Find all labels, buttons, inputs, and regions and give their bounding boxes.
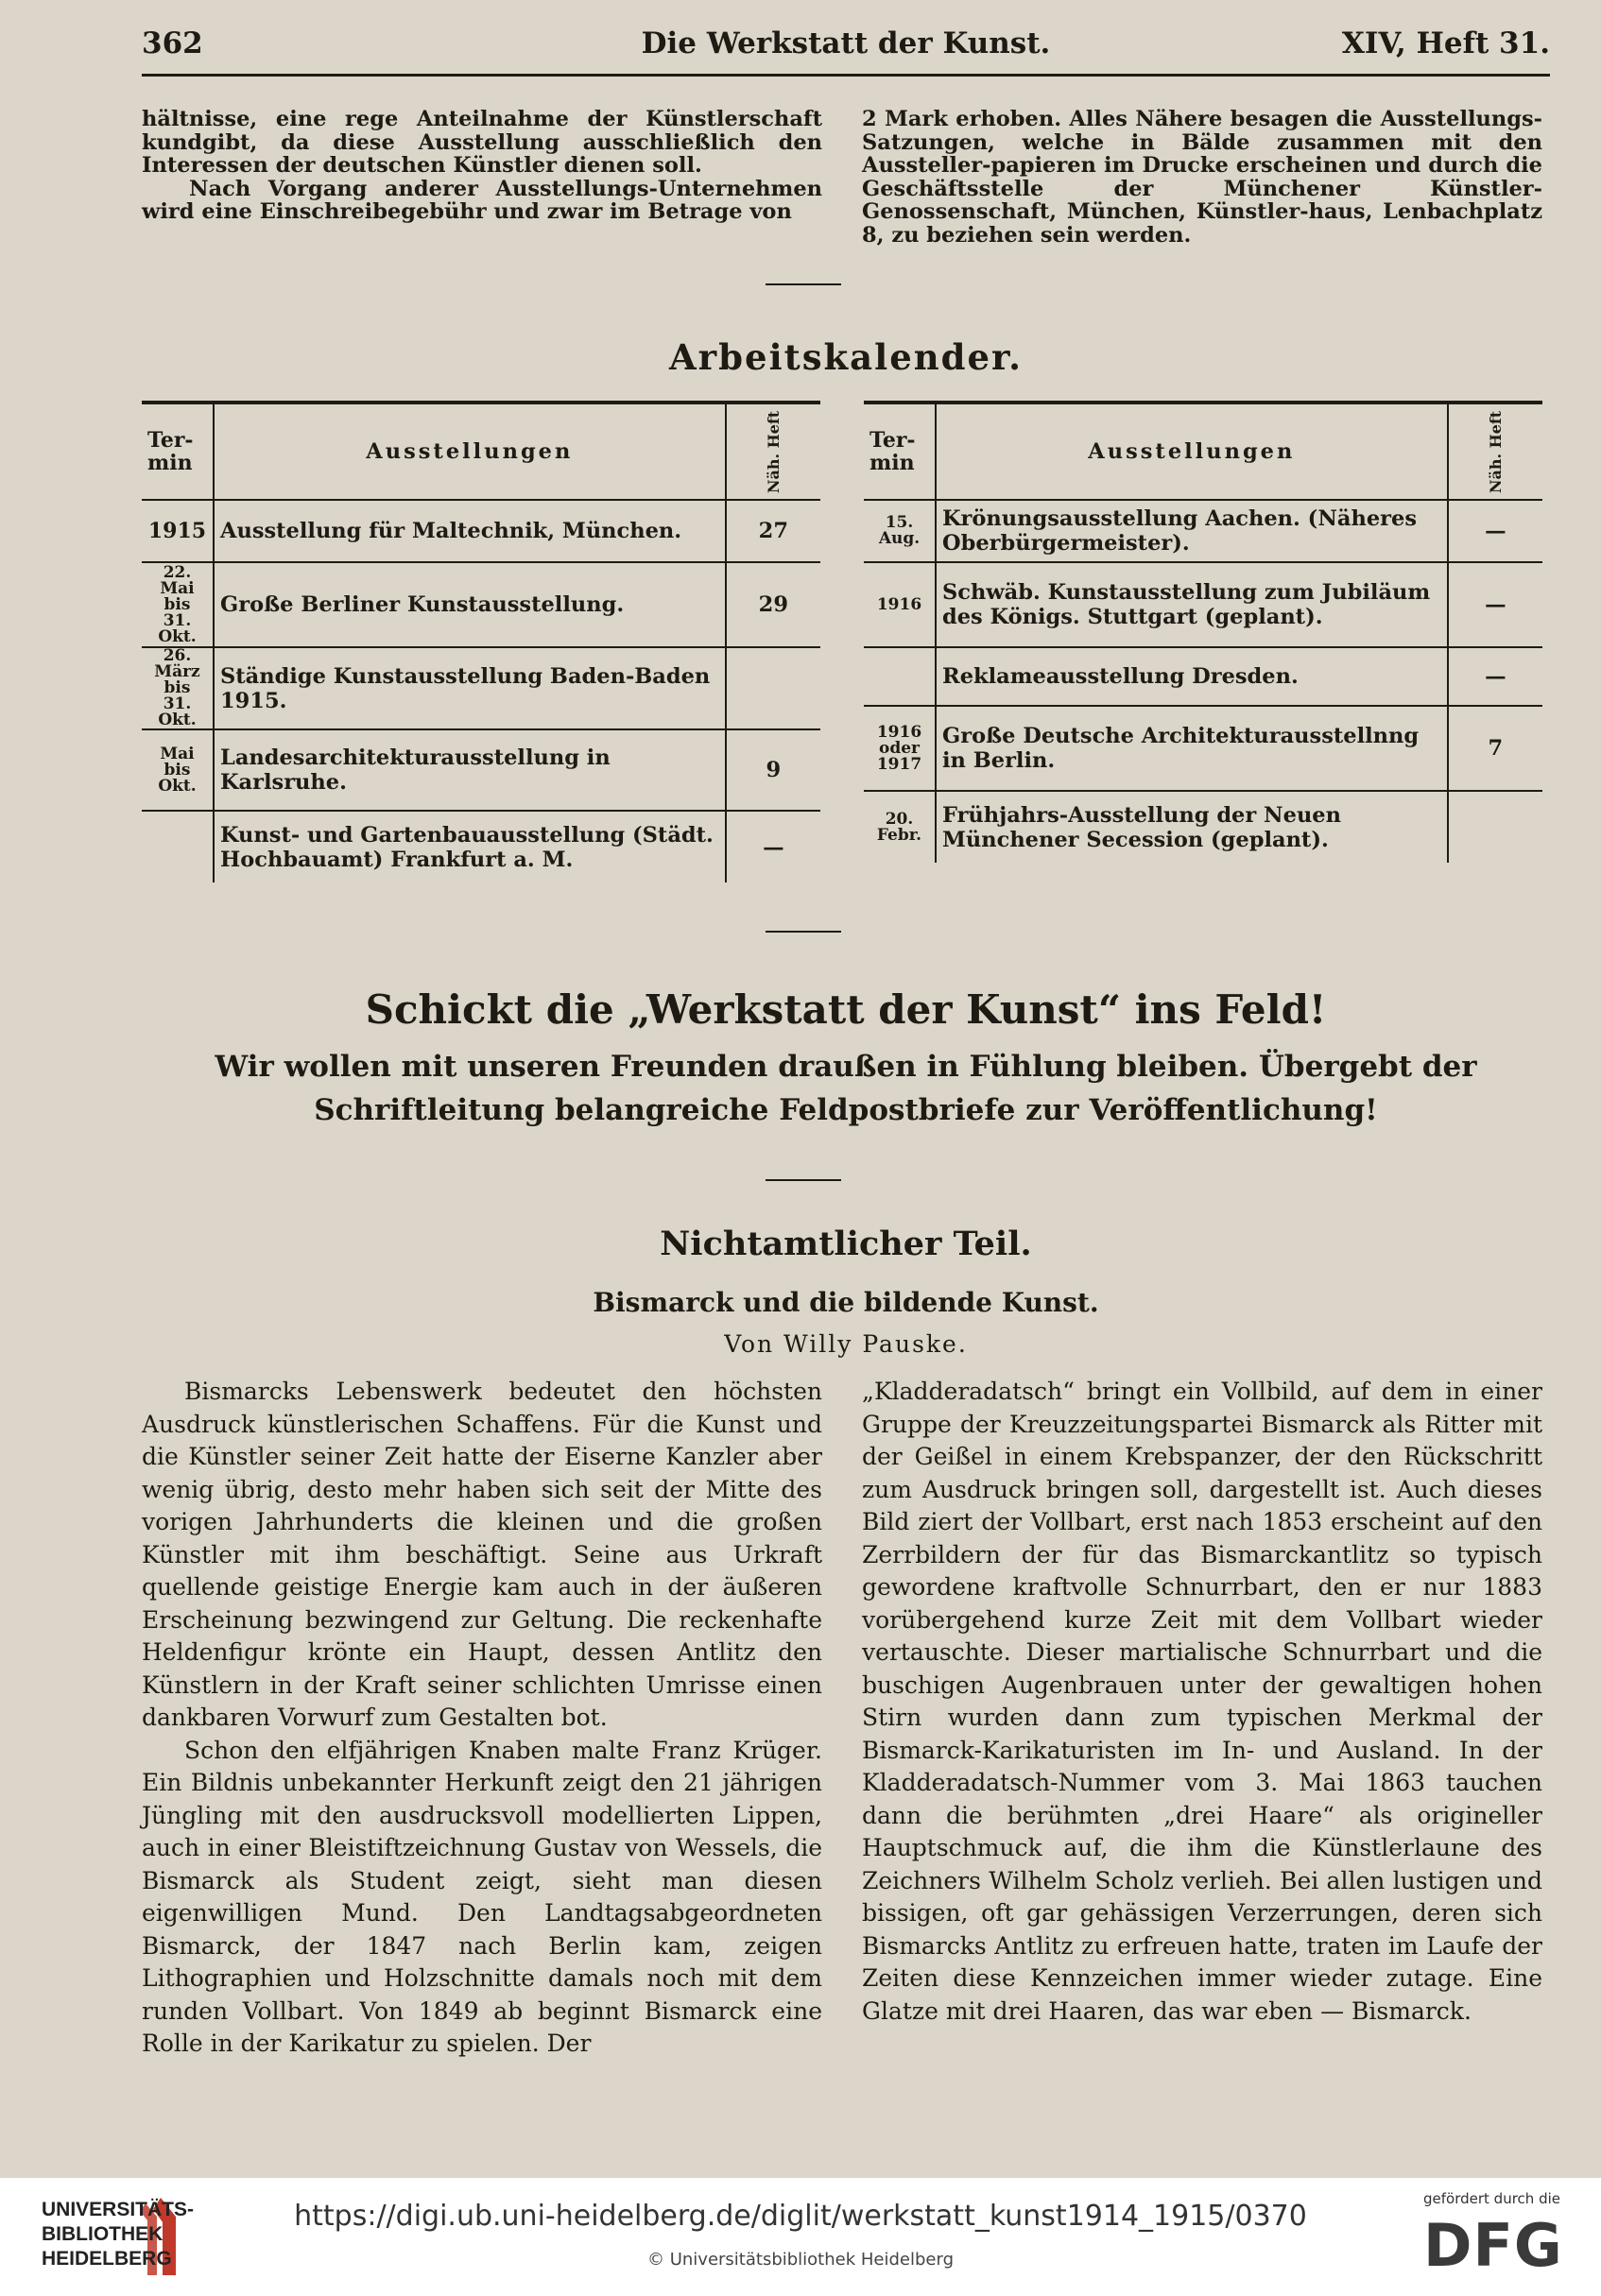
table-row	[864, 706, 1542, 791]
row-heft	[1448, 791, 1542, 863]
row-heft	[726, 647, 820, 729]
table-row	[864, 562, 1542, 647]
row-termin: 26. März bis 31. Okt.	[142, 647, 214, 729]
table-row	[142, 811, 820, 882]
row-heft: 27	[726, 500, 820, 562]
article-right-column	[862, 1376, 1542, 2028]
intro-paragraph: Nach Vorgang anderer Ausstellungs-Unternehmen wird eine Einschreibegebühr und zwar im Betrage von	[142, 176, 822, 224]
article-paragraph: „Kladderadatsch“ bringt ein Vollbild, auf dem in einer Gruppe der Kreuzzeitungspartei Bismarck als Ritter mit der Geißel in einem Krebspanzer, der den Rückschritt zum Ausdruck bringen soll, dargestellt ist. Auch dieses Bild ziert der Vollbart, erst nach 1853 erscheint auf den Zerrbildern der für das Bismarckantlitz so typisch gewordene kraftvolle Schnurrbart, den er nur 1883 vorübergehend kurze Zeit mit dem Vollbart wieder vertauschte. Dieser martialische Schnurrbart und die buschigen Augenbrauen unter der gewaltigen hohen Stirn wurden dann zum typischen Merkmal der Bismarck-Karikaturisten im In- und Ausland. In der Kladderadatsch-Nummer vom 3. Mai 1863 tauchen dann die berühmten „drei Haare“ als origineller Hauptschmuck auf, die ihm die Künstlerlaune des Zeichners Wilhelm Scholz verlieh. Bei allen lustigen und bissigen, oft gar gehässigen Verzerrungen, deren sich Bismarcks Antlitz zu erfreuen hatte, traten im Laufe der Zeiten diese Kennzeichen immer wieder zutage. Eine Glatze mit drei Haaren, das war eben — Bismarck.	[862, 1378, 1542, 2025]
intro-right-column	[862, 108, 1542, 247]
row-heft: 9	[726, 729, 820, 811]
row-ausstellung: Reklameausstellung Dresden.	[936, 647, 1448, 706]
permalink[interactable]: https://digi.ub.uni-heidelberg.de/diglit/werkstatt_kunst1914_1915/0370	[294, 2200, 1307, 2233]
header-ausstellungen: Ausstellungen	[214, 403, 726, 500]
intro-paragraph: hältnisse, eine rege Anteilnahme der Künstlerschaft kundgibt, da diese Ausstellung ausschließlich den Interessen der deutschen Künstler dienen soll.	[142, 107, 822, 178]
page-number: 362	[142, 26, 203, 60]
row-termin: Mai bis Okt.	[142, 729, 214, 811]
row-ausstellung: Kunst- und Gartenbauausstellung (Städt. Hochbauamt) Frankfurt a. M.	[214, 811, 726, 882]
row-termin: 1916 oder 1917	[864, 706, 936, 791]
row-heft: —	[1448, 562, 1542, 647]
dfg-logo-icon: DFG	[1423, 2211, 1563, 2280]
row-heft: 7	[1448, 706, 1542, 791]
row-termin	[142, 811, 214, 882]
article-byline: Von Willy Pauske.	[724, 1330, 968, 1358]
separator-rule	[766, 931, 841, 933]
appeal-text: Wir wollen mit unseren Freunden draußen in Fühlung bleiben. Übergebt der Schriftleitung belangreiche Feldpostbriefe zur Veröffentlichung!	[215, 1050, 1477, 1127]
issue-label: XIV, Heft 31.	[1341, 26, 1550, 60]
row-termin	[864, 647, 936, 706]
row-heft: —	[1448, 647, 1542, 706]
viewer-footer	[0, 2178, 1601, 2296]
article-title: Bismarck und die bildende Kunst.	[593, 1287, 1099, 1318]
table-row	[142, 500, 820, 562]
row-ausstellung: Landesarchitekturausstellung in Karlsruhe.	[214, 729, 726, 811]
separator-rule	[766, 283, 841, 285]
header-nah-heft: Näh. Heft	[1448, 403, 1542, 500]
intro-paragraph: 2 Mark erhoben. Alles Nähere besagen die Ausstellungs-Satzungen, welche in Bälde zusammen mit den Aussteller-papieren im Drucke erscheinen und durch die Geschäftsstelle der Münchener Künstler-Genossenschaft, München, Künstler-haus, Lenbachplatz 8, zu beziehen sein werden.	[862, 107, 1542, 248]
running-header	[142, 26, 1550, 70]
row-ausstellung: Große Berliner Kunstausstellung.	[214, 562, 726, 647]
table-row	[142, 562, 820, 647]
row-termin: 1916	[864, 562, 936, 647]
table-row	[142, 729, 820, 811]
intro-left-column	[142, 108, 822, 224]
table-row	[864, 791, 1542, 863]
calendar-table-left	[142, 401, 820, 882]
row-termin: 22. Mai bis 31. Okt.	[142, 562, 214, 647]
table-row	[864, 647, 1542, 706]
row-termin: 15. Aug.	[864, 500, 936, 562]
article-paragraph: Schon den elfjährigen Knaben malte Franz Krüger. Ein Bildnis unbekannter Herkunft zeigt den 21 jährigen Jüngling mit den ausdrucksvoll modellierten Lippen, auch in einer Bleistiftzeichnung Gustav von Wessels, die Bismarck als Student zeigt, sieht man diesen eigenwilligen Mund. Den Landtagsabgeordneten Bismarck, der 1847 nach Berlin kam, zeigen Lithographien und Holzschnitte damals noch mit dem runden Vollbart. Von 1849 ab beginnt Bismarck eine Rolle in der Karikatur zu spielen. Der	[142, 1736, 822, 2057]
row-ausstellung: Frühjahrs-Ausstellung der Neuen Münchener Secession (geplant).	[936, 791, 1448, 863]
article-left-column	[142, 1376, 822, 2061]
row-heft: —	[1448, 500, 1542, 562]
journal-title: Die Werkstatt der Kunst.	[641, 26, 1051, 60]
row-ausstellung: Große Deutsche Architekturausstellnng in Berlin.	[936, 706, 1448, 791]
calendar-title: Arbeitskalender.	[668, 336, 1024, 378]
header-termin: Ter- min	[142, 403, 214, 500]
calendar-table-right	[864, 401, 1542, 863]
article-paragraph: Bismarcks Lebenswerk bedeutet den höchsten Ausdruck künstlerischen Schaffens. Für die Kunst und die Künstler seiner Zeit hatte der Eiserne Kanzler aber wenig übrig, desto mehr haben sich seit der Mitte des vorigen Jahrhunderts die kleinen und die großen Künstler mit ihm beschäftigt. Seine aus Urkraft quellende geistige Energie kam auch in der äußeren Erscheinung bezwingend zur Geltung. Die reckenhafte Heldenfigur krönte ein Haupt, dessen Antlitz den Künstlern in der Kraft seiner schlichten Umrisse einen dankbaren Vorwurf zum Gestalten bot.	[142, 1378, 822, 1731]
section-title: Nichtamtlicher Teil.	[660, 1225, 1032, 1263]
separator-rule	[766, 1179, 841, 1181]
row-heft: —	[726, 811, 820, 882]
appeal-title: Schickt die „Werkstatt der Kunst“ ins Feld!	[365, 986, 1327, 1033]
copyright-notice: © Universitätsbibliothek Heidelberg	[646, 2250, 954, 2270]
row-ausstellung: Ständige Kunstausstellung Baden-Baden 1915.	[214, 647, 726, 729]
row-ausstellung: Schwäb. Kunstausstellung zum Jubiläum des Königs. Stuttgart (geplant).	[936, 562, 1448, 647]
header-ausstellungen: Ausstellungen	[936, 403, 1448, 500]
row-termin: 20. Febr.	[876, 809, 922, 845]
row-ausstellung: Ausstellung für Maltechnik, München.	[214, 500, 726, 562]
header-nah-heft: Näh. Heft	[726, 403, 820, 500]
table-row	[142, 647, 820, 729]
library-name: UNIVERSITÄTS- BIBLIOTHEK HEIDELBERG	[42, 2199, 195, 2270]
row-ausstellung: Krönungsausstellung Aachen. (Näheres Oberbürgermeister).	[936, 500, 1448, 562]
table-row	[864, 500, 1542, 562]
header-rule	[142, 74, 1550, 77]
header-termin: Ter- min	[864, 403, 936, 500]
funding-note: gefördert durch die	[1423, 2190, 1560, 2207]
row-termin: 1915	[142, 500, 214, 562]
row-heft: 29	[726, 562, 820, 647]
